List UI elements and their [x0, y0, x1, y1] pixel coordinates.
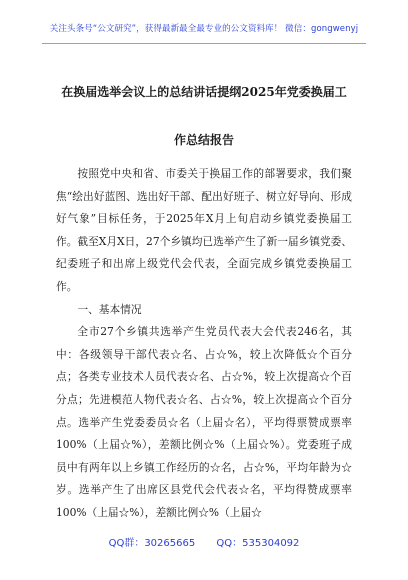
document-title: 在换届选举会议上的总结讲话提纲2025年党委换届工作总结报告: [61, 85, 347, 147]
qq-group-number: QQ群：30265665: [108, 538, 196, 549]
qq-number: QQ：535304092: [216, 538, 300, 549]
header-banner: 关注头条号“公文研究”，获得最新最全最专业的公文资料库！ 微信：gongwenyj: [49, 24, 359, 34]
header-divider: [42, 43, 366, 44]
intro-paragraph: 按照党中央和省、市委关于换届工作的部署要求，我们聚焦“绘出好蓝图、选出好干部、配出好班子、树立好导向、形成好气象”目标任务，于2025年X月上旬启动乡镇党委换届工作。截至X月X日，27个乡镇均已选举产生了新一届乡镇党委、纪委班子和出席上级党代会代表，全面完成乡镇党委换届工作。: [56, 167, 353, 293]
document-body: [56, 163, 352, 525]
basic-situation-paragraph: 全市27个乡镇共选举产生党员代表大会代表246名，其中：各级领导干部代表☆名、占☆%，较上次降低☆个百分点；各类专业技术人员代表☆名、占☆%，较上次提高☆个百分点；先进模范人物代表☆名、占☆%，较上次提高☆个百分点。选举产生党委委员☆名（上届☆名），平均得票赞成票率100%（上届☆%），差额比例☆%（上届☆%）。党委班子成员中有两年以上乡镇工作经历的☆名，占☆%，平均年龄为☆岁。选举产生了出席区县党代会代表☆名，平均得赞成票率100%（上届☆%），差额比例☆%（上届☆: [56, 325, 352, 519]
section-heading-basic-situation: 一、基本情况: [77, 302, 142, 316]
footer-contact: [0, 534, 408, 549]
